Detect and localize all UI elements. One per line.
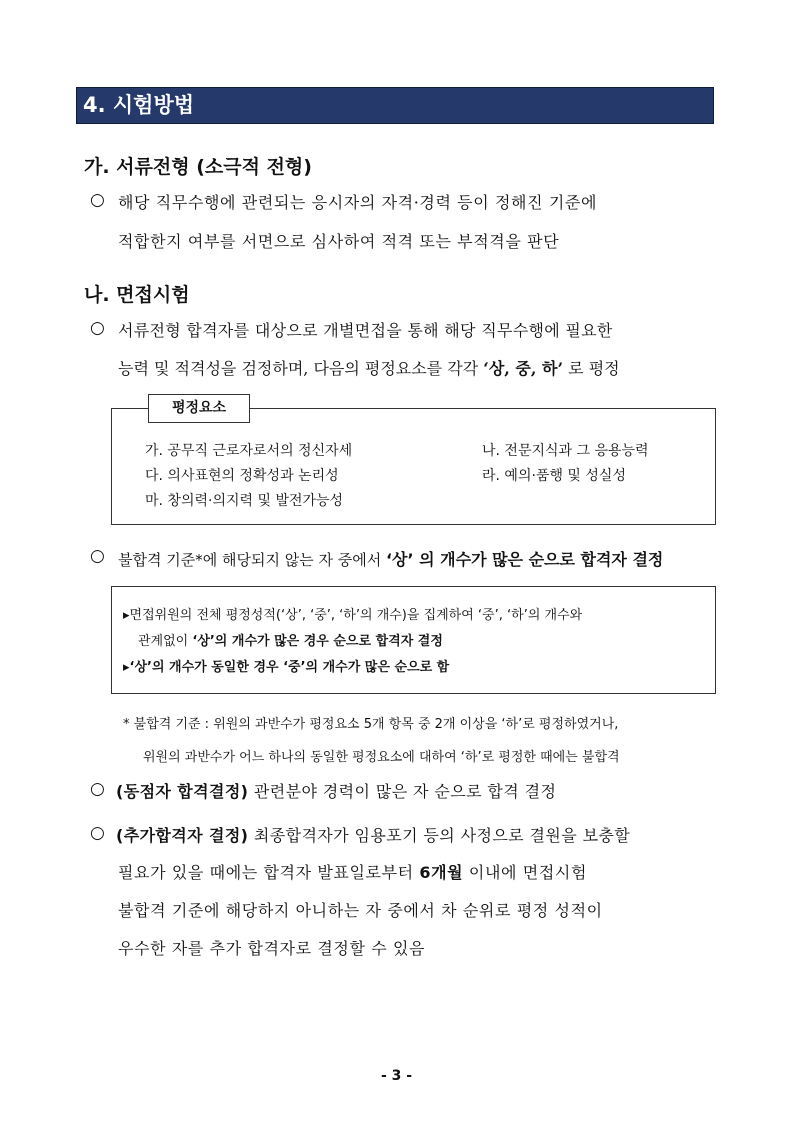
- paragraph-line: [116, 779, 556, 802]
- tie-label: (동점자 합격결정): [116, 782, 249, 801]
- text-span: 관련분야 경력이 많은 자 순으로 합격 결정: [248, 782, 557, 801]
- pass-rule-emphasis: ‘상’ 의 개수가 많은 순으로 합격자 결정: [385, 550, 664, 569]
- rating-scale-emphasis: ‘상, 중, 하’: [483, 359, 564, 378]
- rule-emphasis: ‘상’의 개수가 많은 경우 순으로 합격자 결정: [192, 634, 443, 649]
- text-span: 이내에 면접시험: [463, 863, 588, 882]
- additional-label: (추가합격자 결정): [116, 826, 249, 845]
- bullet-circle: ○: [90, 190, 105, 210]
- bullet-circle: ○: [90, 546, 105, 566]
- paragraph-line: [116, 823, 630, 846]
- text-span: 필요가 있을 때에는 합격자 발표일로부터: [118, 863, 420, 882]
- paragraph-line: [118, 860, 587, 883]
- paragraph-line: 적합한지 여부를 서면으로 심사하여 적격 또는 부적격을 판단: [118, 232, 560, 251]
- paragraph-line: 불합격 기준에 해당하지 아니하는 자 중에서 차 순위로 평정 성적이: [118, 901, 603, 920]
- criteria-item: 다. 의사표현의 정확성과 논리성: [145, 468, 339, 484]
- rule-line: ▸면접위원의 전체 평정성적(‘상’, ‘중’, ‘하’의 개수)을 집계하여 ‘중’, ‘하’의 개수와: [123, 608, 583, 623]
- subheading-document-screening: 가. 서류전형 (소극적 전형): [84, 156, 312, 178]
- bullet-circle: ○: [90, 823, 105, 843]
- criteria-item: 가. 공무직 근로자로서의 정신자세: [145, 443, 353, 459]
- six-months-emphasis: 6개월: [419, 863, 464, 882]
- paragraph-line: [118, 547, 663, 570]
- section-title: 4. 시험방법: [83, 93, 195, 117]
- rule-line: ▸‘상’의 개수가 동일한 경우 ‘중’의 개수가 많은 순으로 함: [123, 660, 450, 675]
- section-title-bar: [76, 87, 714, 124]
- text-span: 관계없이: [138, 634, 193, 649]
- page-number: - 3 -: [380, 1068, 413, 1084]
- footnote-line: * 불합격 기준 : 위원의 과반수가 평정요소 5개 항목 중 2개 이상을 ‘하’로 평정하였거나,: [123, 717, 619, 732]
- paragraph-line: [118, 356, 620, 379]
- criteria-item: 라. 예의·품행 및 성실성: [482, 468, 626, 484]
- paragraph-line: 서류전형 합격자를 대상으로 개별면접을 통해 해당 직무수행에 필요한: [118, 321, 613, 340]
- criteria-item: 마. 창의력·의지력 및 발전가능성: [145, 493, 344, 509]
- bullet-circle: ○: [90, 779, 105, 799]
- criteria-item: 나. 전문지식과 그 응용능력: [482, 443, 649, 459]
- paragraph-line: 해당 직무수행에 관련되는 응시자의 자격·경력 등이 정해진 기준에: [118, 193, 597, 212]
- bullet-circle: ○: [90, 318, 105, 338]
- paragraph-line: 우수한 자를 추가 합격자로 결정할 수 있음: [118, 939, 426, 958]
- text-span: 로 평정: [563, 359, 620, 378]
- rule-line: [138, 630, 443, 649]
- text-span: 능력 및 적격성을 검정하며, 다음의 평정요소를 각각: [118, 359, 484, 378]
- text-span: 최종합격자가 임용포기 등의 사정으로 결원을 보충할: [248, 826, 631, 845]
- footnote-line: 위원의 과반수가 어느 하나의 동일한 평정요소에 대하여 ‘하’로 평정한 때에는 불합격: [143, 750, 620, 765]
- criteria-box-tag: 평정요소: [148, 394, 250, 423]
- text-span: 불합격 기준*에 해당되지 않는 자 중에서: [118, 551, 386, 569]
- subheading-interview: 나. 면접시험: [84, 284, 190, 306]
